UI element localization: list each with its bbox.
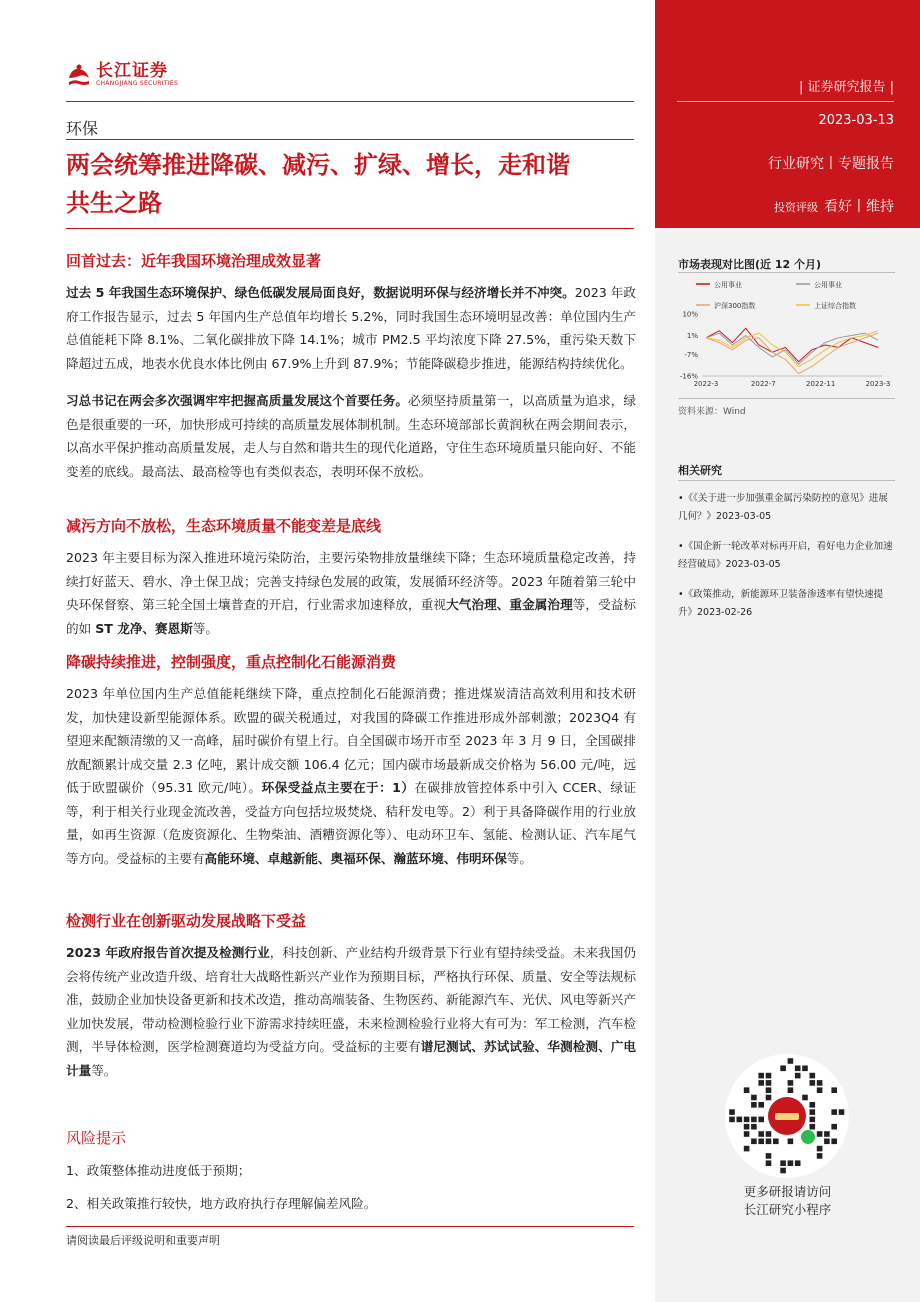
research-type: 行业研究丨专题报告 <box>768 156 894 172</box>
section-pollution-reduction <box>66 516 636 640</box>
qr-module <box>737 1117 743 1123</box>
qr-module <box>810 1117 816 1123</box>
y-tick-label: 1% <box>686 331 698 340</box>
x-tick-label: 2022-7 <box>750 380 776 388</box>
qr-module <box>839 1109 845 1115</box>
x-tick-label: 2022-3 <box>693 380 719 388</box>
qr-module <box>817 1153 823 1159</box>
qr-module <box>831 1139 837 1145</box>
qr-module <box>744 1124 750 1130</box>
paragraph-text: ，科技创新、产业结构升级背景下行业有望持续受益。未来我国仍会将传统产业改造升级、培育壮大战略性新兴产业作为预期目标，严格执行环保、质量、安全等法规标准，鼓励企业加快设备更新和技术改造，推动高端装备、生物医药、新能源汽车、光伏、风电等新兴产业加快发展，带动检测检验行业下游需求持续旺盛，未来检测检验行业将大有可为：军工检测，汽车检测，半导体检测，医学检测赛道均为受益方向。受益标的主要有 <box>66 945 637 1054</box>
risk-item: 2、相关政策推行较快，地方政府执行存理解偏差风险。 <box>66 1196 377 1211</box>
report-date: 2023-03-13 <box>818 113 894 128</box>
report-title-line-1: 两会统筹推进降碳、减污、扩绿、增长，走和谐 <box>66 151 570 179</box>
qr-module <box>831 1087 837 1093</box>
qr-module <box>758 1139 764 1145</box>
qr-module <box>766 1139 772 1145</box>
related-research-link[interactable]: •《《关于进一步加强重金属污染防控的意见》进展几何？》2023-03-05 <box>678 493 888 522</box>
beneficiary-stocks: 谱尼测试、苏试试验、华测检测、广电计量 <box>66 1039 637 1078</box>
qr-module <box>758 1080 764 1086</box>
qr-module <box>751 1124 757 1130</box>
logo-mark-icon <box>66 62 92 88</box>
paragraph-text: 2023 年政府工作报告显示，过去 5 年国内生产总值年均增长 5.2%，同时我国生态环境明显改善：单位国内生产总值能耗下降 8.1%、二氧化碳排放下降 14.1%；城市 PM2.5 平均浓度下降 27.5%，重污染天数下降超过五成，地表水优良水体比例由 67.9%上升到 87.9%；节能降碳稳步推进，能源结构持续优化。 <box>66 285 636 371</box>
qr-module <box>766 1080 772 1086</box>
qr-module <box>751 1095 757 1101</box>
section-heading: 回首过去：近年我国环境治理成效显著 <box>66 252 322 270</box>
qr-module <box>729 1117 735 1123</box>
qr-module <box>780 1066 786 1072</box>
report-type: | 证券研究报告 | <box>798 80 894 95</box>
report-title <box>66 146 634 222</box>
brand-name: 长江证券 <box>96 61 168 81</box>
logo <box>66 62 178 88</box>
qr-module <box>788 1058 794 1064</box>
paragraph-text: 等。 <box>192 620 218 636</box>
qr-module <box>831 1124 837 1130</box>
highlight-text: 大气治理、重金属治理 <box>446 597 573 612</box>
info-divider <box>677 101 894 102</box>
related-research-link[interactable]: •《国企新一轮改革对标再开启，看好电力企业加速经营破局》2023-03-05 <box>678 541 893 570</box>
section-paragraph <box>66 546 636 640</box>
qr-module <box>758 1102 764 1108</box>
qr-module <box>729 1109 735 1115</box>
qr-caption: 长江研究小程序 <box>743 1202 832 1217</box>
qr-module <box>773 1139 779 1145</box>
paragraph-text: 等。 <box>506 850 532 866</box>
section-testing-industry <box>66 911 636 1082</box>
industry-category: 环保 <box>66 119 99 138</box>
qr-module <box>810 1109 816 1115</box>
rating-value: 看好丨维持 <box>824 199 894 215</box>
y-tick-label: -16% <box>679 372 698 381</box>
report-title-line-2: 共生之路 <box>66 189 162 217</box>
related-divider <box>678 480 895 481</box>
qr-module <box>758 1073 764 1079</box>
section-paragraph <box>66 389 636 483</box>
qr-module <box>744 1087 750 1093</box>
qr-module <box>766 1087 772 1093</box>
section-heading: 降碳持续推进，控制强度，重点控制化石能源消费 <box>66 653 397 671</box>
section-heading: 减污方向不放松，生态环境质量不能变差是底线 <box>66 517 382 535</box>
qr-module <box>744 1146 750 1152</box>
title-divider <box>66 228 634 229</box>
chart-title-divider <box>678 272 895 273</box>
market-performance-chart <box>676 278 898 392</box>
qr-module <box>810 1124 816 1130</box>
qr-module <box>788 1139 794 1145</box>
qr-module <box>744 1117 750 1123</box>
qr-module <box>810 1080 816 1086</box>
category-divider <box>66 139 634 140</box>
lead-sentence: 习总书记在两会多次强调牢牢把握高质量发展这个首要任务。 <box>66 393 409 408</box>
qr-module <box>780 1160 786 1166</box>
qr-module <box>758 1131 764 1137</box>
related-research-link[interactable]: •《政策推动，新能源环卫装备渗透率有望快速提升》2023-02-26 <box>678 589 884 618</box>
qr-module <box>795 1160 801 1166</box>
risk-heading: 风险提示 <box>66 1129 127 1147</box>
section-paragraph <box>66 941 636 1082</box>
qr-caption: 更多研报请访问 <box>743 1184 832 1199</box>
qr-module <box>795 1066 801 1072</box>
x-tick-label: 2023-3 <box>865 380 891 388</box>
paragraph-text: 2023 年主要目标为深入推进环境污染防治，主要污染物排放量继续下降；生态环境质量稳定改善，持续打好蓝天、碧水、净土保卫战；完善支持绿色发展的政策，发展循环经济等。2023 年随着第三轮中央环保督察、第三轮全国土壤普查的开启，行业需求加速释放，重视 <box>66 550 636 612</box>
paragraph-text: 等。 <box>91 1062 117 1078</box>
beneficiary-stocks: 高能环境、卓越新能、奥福环保、瀚蓝环境、伟明环保 <box>204 850 507 866</box>
qr-module <box>766 1153 772 1159</box>
qr-module <box>751 1102 757 1108</box>
lead-sentence: 过去 5 年我国生态环境保护、绿色低碳发展局面良好，数据说明环保与经济增长并不冲突。 <box>66 285 575 300</box>
paragraph-text: 在碳排放管控体系中引入 CCER、绿证等，利于相关行业现金流改善，受益方向包括垃圾焚烧、秸秆发电等。2）利于具备降碳作用的行业放量，如再生资源（危废资源化、生物柴油、酒糟资源化等）、电动环卫车、氢能、检测认证、汽车尾气等方向。受益标的主要有 <box>66 780 636 866</box>
paragraph-text: 2023 年单位国内生产总值能耗继续下降，重点控制化石能源消费；推进煤炭清洁高效利用和技术研发，加快建设新型能源体系。欧盟的碳关税通过，对我国的降碳工作推进形成外部刺激；2023Q4 有望迎来配额清缴的又一高峰，届时碳价有望上行。自全国碳市场开市至 2023 年 3 月 9 日，全国碳排放配额累计成交量 2.3 亿吨，累计成交额 106.4 亿元；国内碳市场最新成交价格为 56.00 元/吨，远低于欧盟碳价（95.31 欧元/吨）。 <box>66 686 636 795</box>
highlight-text: 环保受益点主要在于：1） <box>261 780 415 795</box>
report-info-block <box>655 0 920 228</box>
section-carbon-reduction <box>66 652 636 870</box>
rating-label: 投资评级 <box>774 201 818 214</box>
qr-module <box>780 1168 786 1174</box>
lead-sentence: 2023 年政府报告首次提及检测行业 <box>66 945 270 960</box>
y-tick-label: 10% <box>682 310 698 319</box>
qr-module <box>824 1131 830 1137</box>
qr-module <box>758 1117 764 1123</box>
paragraph-text: 必须坚持质量第一，以高质量为追求，绿色是很重要的一环，加快形成可持续的高质量发展体制机制。生态环境部部长黄润秋在两会期间表示，以高水平保护推动高质量发展，走人与自然和谐共生的现代化道路，守住生态环境质量只能向好、不能变差的底线。最高法、最高检等也有类似表态，表明环保不放松。 <box>66 393 637 479</box>
qr-module <box>788 1087 794 1093</box>
x-tick-label: 2022-11 <box>806 380 836 388</box>
qr-module <box>766 1131 772 1137</box>
related-research-heading: 相关研究 <box>678 464 722 477</box>
qr-module <box>788 1080 794 1086</box>
brand-name-en: CHANGJIANG SECURITIES <box>96 80 179 87</box>
qr-module <box>766 1160 772 1166</box>
legend-label: 公用事业 <box>814 281 842 289</box>
chart-bottom-divider <box>678 398 895 399</box>
qr-module <box>831 1109 837 1115</box>
section-past-achievements <box>66 251 636 483</box>
qr-module <box>788 1160 794 1166</box>
series-line <box>706 331 878 367</box>
section-heading: 检测行业在创新驱动发展战略下受益 <box>66 912 307 930</box>
qr-module <box>810 1073 816 1079</box>
qr-module <box>802 1095 808 1101</box>
qr-module <box>824 1139 830 1145</box>
mini-program-qr-code-icon[interactable] <box>724 1053 850 1179</box>
qr-module <box>817 1131 823 1137</box>
legend-label: 上证综合指数 <box>814 302 856 310</box>
qr-module <box>817 1080 823 1086</box>
qr-module <box>766 1095 772 1101</box>
footer-disclaimer: 请阅读最后评级说明和重要声明 <box>66 1234 220 1247</box>
qr-module <box>817 1087 823 1093</box>
qr-module <box>751 1117 757 1123</box>
qr-module <box>802 1066 808 1072</box>
qr-module <box>810 1102 816 1108</box>
series-line <box>706 333 878 374</box>
qr-module <box>817 1146 823 1152</box>
risk-item: 1、政策整体推动进度低于预期； <box>66 1163 251 1178</box>
investment-rating <box>774 196 894 216</box>
section-paragraph <box>66 281 636 375</box>
qr-module <box>766 1073 772 1079</box>
footer-divider <box>66 1226 634 1227</box>
paragraph-text: 等，受益标的如 <box>66 597 637 636</box>
header-divider <box>66 101 634 102</box>
beneficiary-stocks: ST 龙净、赛恩斯 <box>95 620 193 636</box>
y-tick-label: -7% <box>684 351 698 360</box>
qr-module <box>751 1139 757 1145</box>
chart-title: 市场表现对比图(近 12 个月) <box>678 258 822 271</box>
section-paragraph <box>66 682 636 870</box>
legend-label: 沪深300指数 <box>714 302 756 310</box>
chart-source: 资料来源：Wind <box>678 407 746 417</box>
qr-module <box>795 1073 801 1079</box>
qr-module <box>744 1131 750 1137</box>
legend-label: 公用事业 <box>714 281 742 289</box>
